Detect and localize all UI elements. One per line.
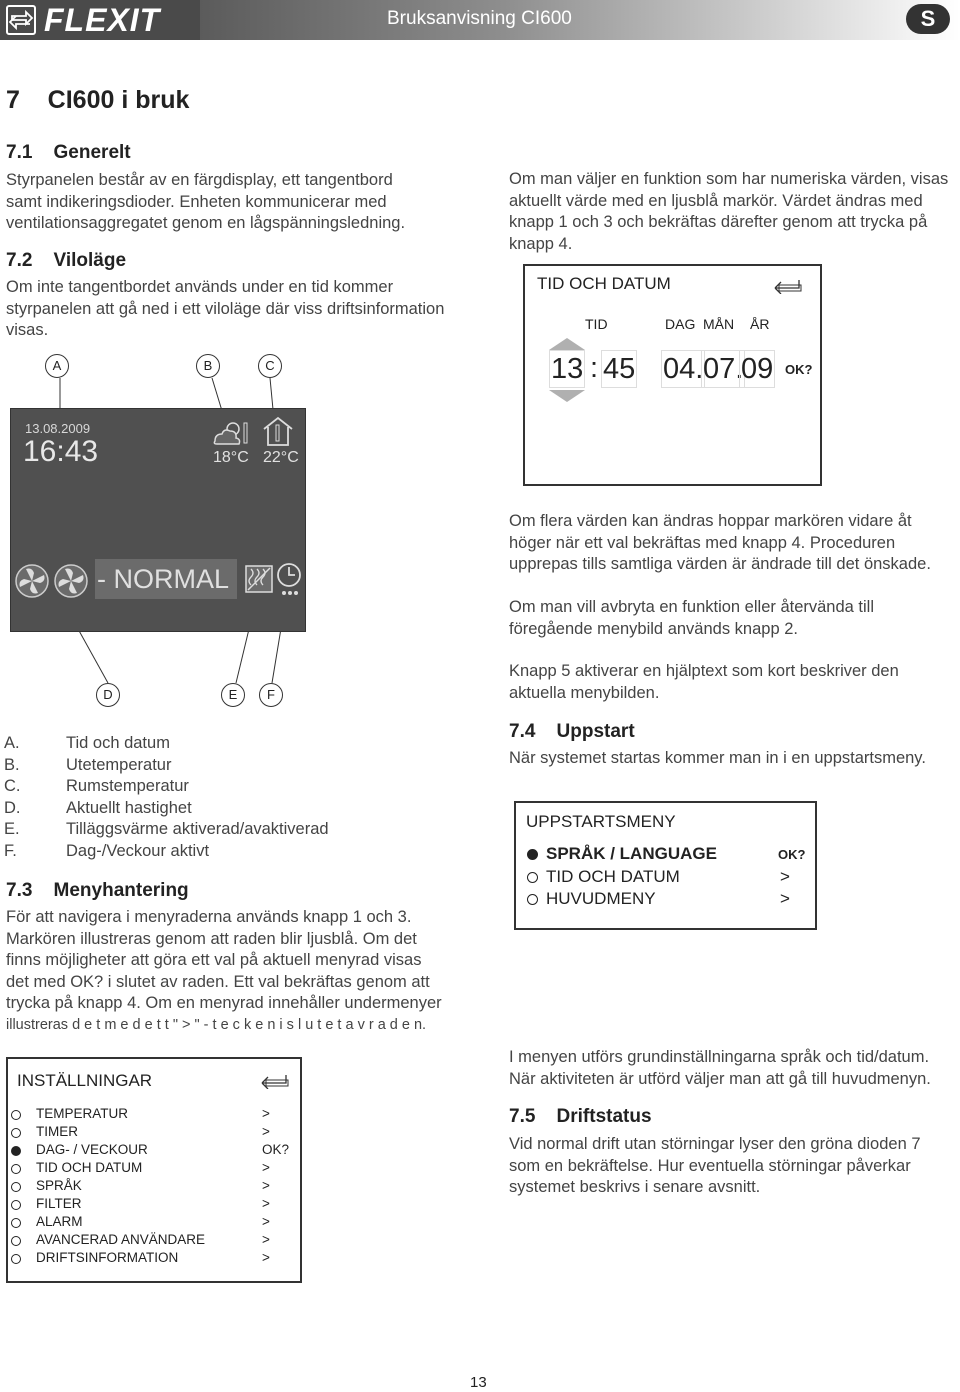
section-7-4-heading: 7.4 Uppstart <box>509 721 635 742</box>
cancel-text <box>509 597 874 640</box>
menu-row-label: FILTER <box>36 1196 82 1211</box>
marker-f: F <box>259 683 283 707</box>
text-line: Om inte tangentbordet används under en tid kommer <box>6 278 394 296</box>
display-time: 16:43 <box>23 435 99 468</box>
text-line: När aktiviteten är utförd väljer man att gå till huvudmenyn. <box>509 1069 931 1088</box>
text-line: I menyen utförs grundinställningarna språk och tid/datum. <box>509 1048 930 1066</box>
text-line: ventilationsaggregatet genom en lågspänningsledning. <box>6 214 406 233</box>
radio-icon <box>11 1128 21 1138</box>
menu-row-action: > <box>262 1178 270 1193</box>
text-line: knapp 4. <box>509 234 573 253</box>
text-line: Styrpanelen består av en färgdisplay, ett tangentbord <box>6 171 393 189</box>
text-line: Om man vill avbryta en funktion eller återvända till <box>509 598 874 616</box>
legend-letter: C. <box>4 777 21 795</box>
text-line: Vid normal drift utan störningar lyser den gröna dioden 7 <box>509 1135 921 1153</box>
menu-row-action: > <box>262 1160 270 1175</box>
time-date-title: TID OCH DATUM <box>537 274 671 293</box>
house-icon <box>261 415 295 451</box>
text-line: Knapp 5 aktiverar en hjälptext som kort beskriver den <box>509 662 899 680</box>
menu-row-label: ALARM <box>36 1214 83 1229</box>
marker-a: A <box>45 354 69 378</box>
outdoor-temperature: 18°C <box>213 449 249 466</box>
text-line: höger när ett val bekräftas med knapp 4. Proceduren <box>509 533 896 552</box>
indoor-temperature: 22°C <box>263 449 299 466</box>
menu-row-label: SPRÅK <box>36 1178 82 1193</box>
fan-icon <box>53 563 89 603</box>
section-7-4-text <box>509 748 926 770</box>
day-value[interactable]: 04. <box>661 350 705 388</box>
text-line: Om flera värden kan ändras hoppar markören vidare åt <box>509 512 912 530</box>
marker-e: E <box>221 683 245 707</box>
text-line: finns möjligheter att göra ett val på aktuell menyrad visas <box>6 951 422 970</box>
chapter-title: 7 CI600 i bruk <box>6 86 190 114</box>
menu-row-action: > <box>262 1250 270 1265</box>
minute-value[interactable]: 45 <box>601 350 637 388</box>
radio-selected-icon <box>11 1146 21 1156</box>
radio-icon <box>11 1236 21 1246</box>
menu-row-label: DRIFTSINFORMATION <box>36 1250 179 1265</box>
text-line: samt indikeringsdioder. Enheten kommunicerar med <box>6 192 387 211</box>
help-text <box>509 661 899 704</box>
text-line: trycka på knapp 4. Om en menyrad innehåller undermenyer <box>6 994 442 1013</box>
marker-c: C <box>258 354 282 378</box>
text-line: som en bekräftelse. Hur eventuella störningar påverkar <box>509 1156 911 1175</box>
radio-icon <box>527 872 538 883</box>
startup-menu <box>514 801 817 930</box>
legend-letter: E. <box>4 820 20 838</box>
text-line: För att navigera i menyraderna används knapp 1 och 3. <box>6 908 412 926</box>
legend-text: Tilläggsvärme aktiverad/avaktiverad <box>66 820 329 838</box>
menu-row-label: TID OCH DATUM <box>36 1160 143 1175</box>
legend-text: Rumstemperatur <box>66 777 189 795</box>
menu-row-action: > <box>262 1124 270 1139</box>
radio-icon <box>11 1182 21 1192</box>
text-line: knapp 1 och 3 och bekräftas därefter genom att trycka på <box>509 213 928 232</box>
operating-mode: - NORMAL <box>95 559 237 599</box>
numeric-values-text <box>509 169 948 255</box>
radio-icon <box>11 1164 21 1174</box>
menu-row-action: > <box>262 1232 270 1247</box>
text-line: systemet beskrivs i senare avsnitt. <box>509 1178 761 1197</box>
heater-icon <box>245 565 273 597</box>
header-title: Bruksanvisning CI600 <box>387 8 572 29</box>
month-value[interactable]: 07. <box>701 350 745 388</box>
legend-text: Aktuellt hastighet <box>66 798 192 817</box>
radio-icon <box>11 1254 21 1264</box>
legend-text: Dag-/Veckour aktivt <box>66 841 210 860</box>
section-7-3-heading: 7.3 Menyhantering <box>6 880 189 901</box>
menu-row-label: TEMPERATUR <box>36 1106 129 1121</box>
section-7-3-text <box>6 907 442 1037</box>
arrow-down-icon[interactable] <box>547 388 587 407</box>
radio-icon <box>11 1200 21 1210</box>
marker-d: D <box>96 683 120 707</box>
back-icon[interactable] <box>260 1071 290 1093</box>
standby-display <box>10 408 306 632</box>
section-7-2-heading: 7.2 Viloläge <box>6 250 127 271</box>
legend-text: Tid och datum <box>66 734 170 752</box>
fan-icon <box>14 563 50 603</box>
year-value[interactable]: 09 <box>739 350 775 388</box>
startup-info-text <box>509 1047 931 1090</box>
multiple-values-text <box>509 511 931 576</box>
legend-letter: F. <box>4 841 17 860</box>
legend-letter: B. <box>4 755 20 774</box>
text-line: föregående menybild används knapp 2. <box>509 619 798 638</box>
text-line: styrpanelen att gå ned i ett viloläge där viss driftsinformation <box>6 299 445 318</box>
radio-icon <box>11 1218 21 1228</box>
clock-icon <box>275 561 305 601</box>
radio-icon <box>527 894 538 905</box>
label-ar: ÅR <box>750 316 770 332</box>
section-7-5-text <box>509 1134 921 1199</box>
text-line: visas. <box>6 321 49 340</box>
menu-row-label: SPRÅK / LANGUAGE <box>546 844 717 863</box>
radio-selected-icon <box>527 849 538 860</box>
ok-prompt[interactable]: OK? <box>785 362 813 377</box>
text-line: aktuellt värde med en ljusblå markör. Värdet ändras med <box>509 191 923 210</box>
menu-row-action: > <box>262 1214 270 1229</box>
menu-row-action: OK? <box>778 847 806 862</box>
page-number: 13 <box>470 1374 487 1391</box>
text-line: upprepas tills samtliga värden är ändrade till det önskade. <box>509 555 931 574</box>
menu-row-label: TIMER <box>36 1124 78 1139</box>
text-line: Markören illustreras genom att raden blir ljusblå. Om det <box>6 929 417 948</box>
startup-menu-title: UPPSTARTSMENY <box>526 812 676 831</box>
legend-letter: D. <box>4 798 21 817</box>
display-date: 13.08.2009 <box>25 421 91 436</box>
menu-row-action: > <box>780 867 790 886</box>
text-line: illustreras d e t m e d e t t " > " - t e c k e n i s l u t e t a v r a d e n. <box>6 1016 427 1033</box>
menu-row-action: > <box>780 889 790 908</box>
menu-row-label: AVANCERAD ANVÄNDARE <box>36 1232 206 1247</box>
back-icon[interactable] <box>773 276 803 298</box>
label-tid: TID <box>585 316 608 332</box>
text-line: Om man väljer en funktion som har numeriska värden, visas <box>509 170 949 188</box>
hour-value[interactable]: 13 <box>549 350 585 388</box>
text-line: aktuella menybilden. <box>509 683 660 702</box>
text-line: det med OK? i slutet av raden. Ett val bekräftas genom att <box>6 972 430 991</box>
label-dag: DAG <box>665 316 696 332</box>
weather-icon <box>211 419 251 451</box>
menu-row-action: > <box>262 1106 270 1121</box>
marker-b: B <box>196 354 220 378</box>
section-7-5-heading: 7.5 Driftstatus <box>509 1106 652 1127</box>
menu-row-label: HUVUDMENY <box>546 889 656 908</box>
brand-logo: FLEXIT <box>44 2 161 38</box>
radio-icon <box>11 1110 21 1120</box>
language-badge: S <box>906 4 950 34</box>
section-7-1-heading: 7.1 Generelt <box>6 142 131 163</box>
label-man: MÅN <box>703 316 735 332</box>
menu-row-label: TID OCH DATUM <box>546 867 680 886</box>
time-colon: : <box>590 352 599 384</box>
time-date-menu <box>523 264 822 486</box>
menu-row-label: DAG- / VECKOUR <box>36 1142 148 1157</box>
menu-row-action: > <box>262 1196 270 1211</box>
legend-letter: A. <box>4 734 20 752</box>
settings-menu-title: INSTÄLLNINGAR <box>17 1071 153 1090</box>
menu-row-action: OK? <box>262 1142 290 1157</box>
legend-text: Utetemperatur <box>66 755 172 774</box>
text-line: När systemet startas kommer man in i en uppstartsmeny. <box>509 749 926 767</box>
